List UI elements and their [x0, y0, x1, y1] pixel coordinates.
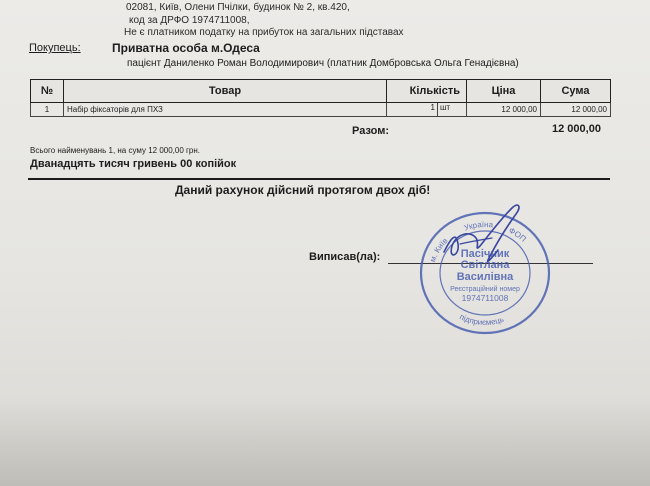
divider — [28, 178, 610, 180]
stamp-name-3: Василівна — [456, 271, 514, 283]
col-header-num: № — [31, 80, 64, 103]
stamp-reg-number: 1974711008 — [461, 293, 509, 303]
amount-in-words: Дванадцять тисяч гривень 00 копійок — [30, 158, 237, 170]
patient-line: пацієнт Даниленко Роман Володимирович (платник Домбровська Ольга Генадієвна) — [127, 58, 519, 69]
items-count-line: Всього найменувань 1, на суму 12 000,00 грн. — [30, 146, 201, 155]
handwritten-signature — [440, 200, 530, 270]
col-header-qty: Кількість — [387, 80, 467, 103]
row-num: 1 — [31, 103, 64, 117]
col-header-sum: Сума — [541, 80, 611, 103]
signature-stroke — [444, 205, 519, 261]
total-value: 12 000,00 — [552, 123, 601, 135]
col-header-product: Товар — [64, 80, 387, 103]
supplier-tax-status: Не є платником податку на прибуток на загальних підставах — [124, 27, 404, 38]
stamp-name-2: Світлана — [460, 259, 510, 271]
buyer-label: Покупець: — [29, 42, 81, 54]
stamp-name-1: Пасічник — [460, 248, 510, 260]
stamp-reg-label: Реєстраційний номер — [450, 286, 520, 293]
row-price: 12 000,00 — [467, 103, 541, 117]
row-qty: 1 — [387, 103, 438, 116]
buyer-name: Приватна особа м.Одеса — [112, 41, 260, 55]
col-header-price: Ціна — [467, 80, 541, 103]
page-bottom-shadow — [0, 398, 650, 486]
total-label: Разом: — [352, 125, 390, 137]
row-unit: шт — [440, 103, 451, 112]
items-table — [30, 79, 611, 117]
stamp-arc-top: м. КиївУкраїнаФОП — [428, 219, 528, 264]
supplier-address: 02081, Київ, Олени Пчілки, будинок № 2, кв.420, — [126, 2, 350, 13]
row-qty-cell — [387, 103, 467, 117]
row-product: Набір фіксаторів для ПХЗ — [64, 103, 387, 117]
stamp-arc-bottom: підприємець — [458, 312, 505, 328]
validity-notice: Даний рахунок дійсний протягом двох діб! — [175, 183, 431, 197]
table-header-row — [31, 80, 611, 103]
issued-by-label: Виписав(ла): — [309, 251, 381, 263]
table-row — [31, 103, 611, 117]
row-sum: 12 000,00 — [541, 103, 611, 117]
supplier-drfo: код за ДРФО 1974711008, — [129, 15, 250, 26]
